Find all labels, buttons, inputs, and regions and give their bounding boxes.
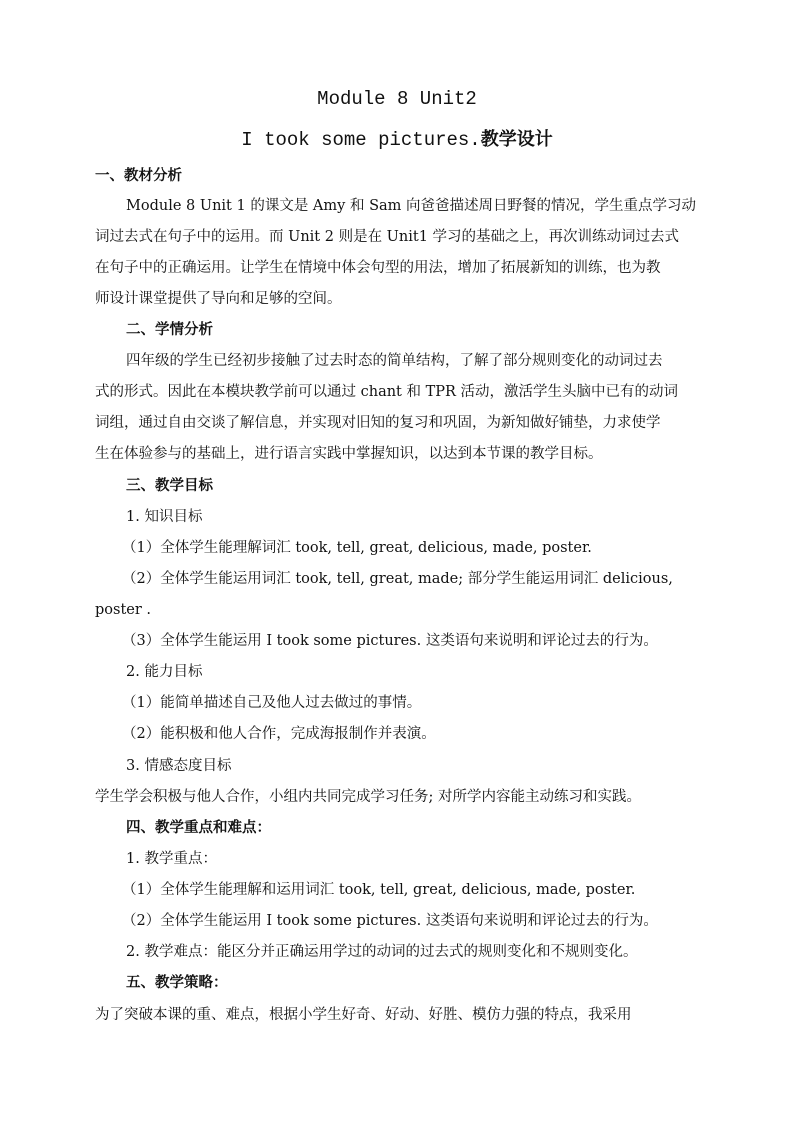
doc-subtitle	[0, 127, 794, 153]
subheading-key-points: 1. 教学重点：	[126, 851, 217, 867]
list-item-continuation: poster .	[95, 602, 152, 618]
paragraph-line: 词过去式在句子中的运用。而 Unit 2 则是在 Unit1 学习的基础之上，再次训练动词过去式	[95, 229, 680, 245]
paragraph-line: 在句子中的正确运用。让学生在情境中体会句型的用法，增加了拓展新知的训练，也为教	[95, 260, 661, 276]
list-item: （1）全体学生能理解和运用词汇 took, tell, great, delicious, made, poster.	[122, 882, 636, 898]
subheading-emotion-goals: 3. 情感态度目标	[126, 758, 232, 774]
paragraph-line: Module 8 Unit 1 的课文是 Amy 和 Sam 向爸爸描述周日野餐的情况，学生重点学习动	[126, 198, 697, 214]
paragraph-line: 生在体验参与的基础上，进行语言实践中掌握知识，以达到本节课的教学目标。	[95, 446, 603, 462]
list-item: （1）能简单描述自己及他人过去做过的事情。	[122, 695, 422, 711]
list-item: （1）全体学生能理解词汇 took, tell, great, delicious, made, poster.	[122, 540, 592, 556]
list-item: （2）全体学生能运用词汇 took, tell, great, made; 部分学生能运用词汇 delicious,	[122, 571, 673, 587]
subheading-ability-goals: 2. 能力目标	[126, 664, 203, 680]
list-item: （3）全体学生能运用 I took some pictures. 这类语句来说明和评论过去的行为。	[122, 633, 658, 649]
section-heading-teaching-strategy: 五、教学策略：	[126, 975, 228, 991]
doc-subtitle-en: I took some pictures.	[241, 129, 481, 151]
subheading-knowledge-goals: 1. 知识目标	[126, 509, 203, 525]
difficult-points: 2. 教学难点：能区分并正确运用学过的动词的过去式的规则变化和不规则变化。	[126, 944, 638, 960]
section-heading-student-analysis: 二、学情分析	[126, 322, 213, 338]
section-heading-teaching-objectives: 三、教学目标	[126, 478, 213, 494]
section-heading-textbook-analysis: 一、教材分析	[95, 168, 182, 184]
paragraph-line: 师设计课堂提供了导向和足够的空间。	[95, 291, 342, 307]
paragraph-line: 学生学会积极与他人合作，小组内共同完成学习任务; 对所学内容能主动练习和实践。	[95, 789, 641, 805]
doc-subtitle-cn: 教学设计	[480, 129, 553, 150]
doc-title: Module 8 Unit2	[317, 88, 477, 110]
paragraph-line: 词组，通过自由交谈了解信息，并实现对旧知的复习和巩固，为新知做好铺垫，力求使学	[95, 415, 661, 431]
paragraph-line: 式的形式。因此在本模块教学前可以通过 chant 和 TPR 活动，激活学生头脑中已有的动词	[95, 384, 679, 400]
paragraph-line: 四年级的学生已经初步接触了过去时态的简单结构，了解了部分规则变化的动词过去	[126, 353, 663, 369]
paragraph-line: 为了突破本课的重、难点，根据小学生好奇、好动、好胜、模仿力强的特点，我采用	[95, 1007, 632, 1023]
section-heading-key-points: 四、教学重点和难点：	[126, 820, 271, 836]
list-item: （2）全体学生能运用 I took some pictures. 这类语句来说明和评论过去的行为。	[122, 913, 658, 929]
list-item: （2）能积极和他人合作，完成海报制作并表演。	[122, 726, 436, 742]
